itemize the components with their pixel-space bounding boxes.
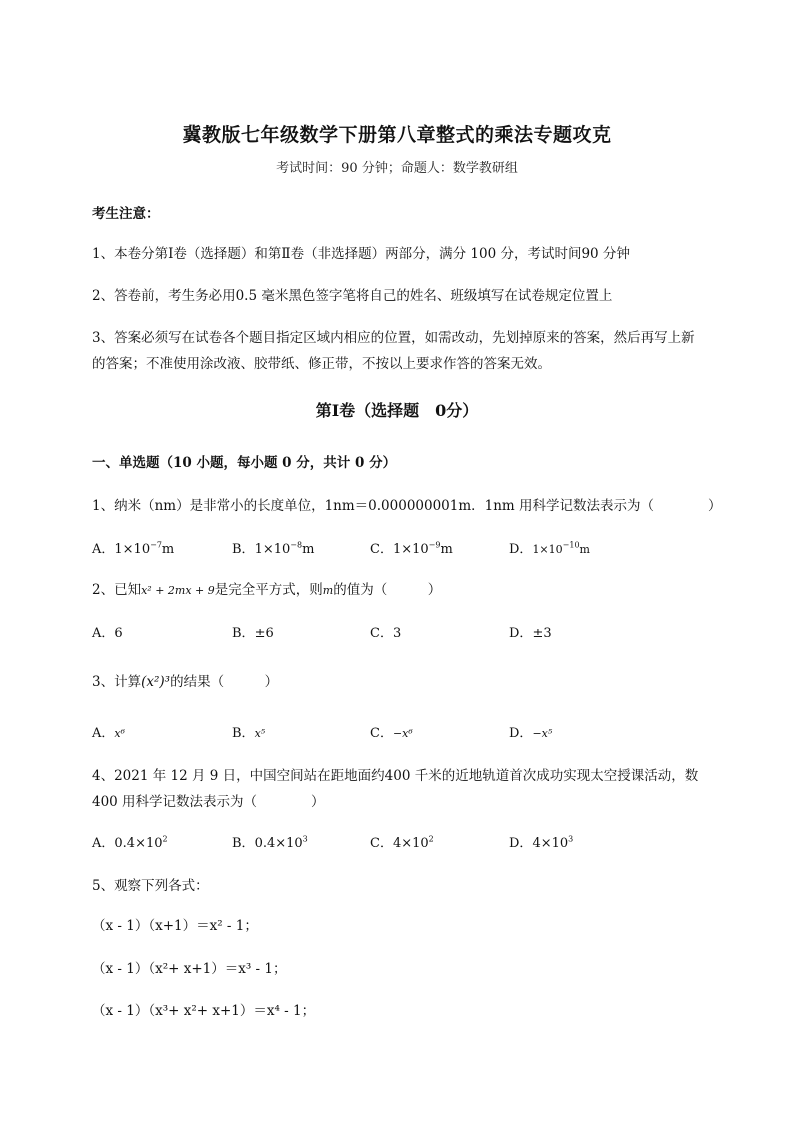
question-3-option-a — [92, 722, 125, 741]
option-exp: −7 — [150, 540, 162, 550]
option-label: D． — [509, 626, 533, 641]
exam-title: 冀教版七年级数学下册第八章整式的乘法专题攻克 — [182, 124, 612, 146]
stem-formula: (x²)³ — [141, 674, 171, 690]
option-label: C． — [370, 542, 393, 557]
option-label: D． — [509, 726, 533, 741]
question-3-option-d — [509, 722, 552, 741]
question-3-option-b — [232, 722, 265, 741]
stem-text: 是完全平方式，则 — [214, 582, 323, 598]
notice-item-3: 3、答案必须写在试卷各个题目指定区域内相应的位置，如需改动，先划掉原来的答案，然后再写上新 — [92, 330, 695, 346]
option-exp: −10 — [562, 540, 580, 550]
option-text: 3 — [392, 626, 402, 641]
option-base: 4×10 — [532, 836, 569, 851]
option-base: 4×10 — [392, 836, 429, 851]
option-label: C． — [370, 626, 393, 641]
option-label: B． — [232, 726, 255, 741]
question-1-option-c — [370, 538, 453, 557]
option-unit: m — [302, 542, 315, 557]
question-4-option-d — [509, 832, 573, 851]
notice-heading: 考生注意： — [92, 206, 160, 222]
option-label: A． — [92, 836, 115, 851]
option-unit: m — [440, 542, 453, 557]
option-unit: m — [579, 543, 590, 556]
question-5-formula-2: （x - 1）（x²+ x+1）＝x³ - 1； — [92, 961, 287, 977]
option-base: 0.4×10 — [114, 836, 163, 851]
question-3-option-c — [370, 722, 413, 741]
option-base: 1×10 — [114, 542, 151, 557]
question-2-option-c — [370, 622, 401, 641]
option-base: 1×10 — [532, 543, 563, 556]
option-base: 1×10 — [254, 542, 291, 557]
question-4-option-c — [370, 832, 434, 851]
stem-text: 3、计算 — [92, 674, 142, 690]
notice-item-2: 2、答卷前，考生务必用0.5 毫米黑色签字笔将自己的姓名、班级填写在试卷规定位置上 — [92, 288, 613, 304]
question-2-option-a — [92, 622, 123, 641]
option-text: x⁵ — [254, 727, 266, 740]
question-5-formula-1: （x - 1）（x+1）＝x² - 1； — [92, 918, 258, 934]
option-label: B． — [232, 626, 255, 641]
stem-formula: x² + 2mx + 9 — [141, 584, 215, 597]
option-label: A． — [92, 542, 115, 557]
option-exp: 3 — [302, 834, 308, 844]
question-1-stem: 1、纳米（nm）是非常小的长度单位，1nm＝0.000000001m．1nm 用科学记数法表示为（ ） — [92, 498, 722, 514]
part-heading: 一、单选题（10 小题，每小题 0 分，共计 0 分） — [92, 455, 397, 471]
question-3-stem — [92, 670, 278, 690]
option-text: −x⁶ — [392, 727, 413, 740]
stem-text: 的值为（ ） — [333, 582, 442, 598]
question-2-option-d — [509, 622, 552, 641]
option-label: D． — [509, 542, 533, 557]
option-label: B． — [232, 542, 255, 557]
option-exp: 2 — [162, 834, 168, 844]
question-4-stem-line-1: 4、2021 年 12 月 9 日，中国空间站在距地面约400 千米的近地轨道首次成功实现太空授课活动，数 — [92, 768, 699, 784]
stem-text: 的结果（ ） — [170, 674, 279, 690]
option-label: D． — [509, 836, 533, 851]
question-1-option-a — [92, 538, 174, 557]
option-exp: 2 — [428, 834, 434, 844]
option-label: C． — [370, 836, 393, 851]
question-4-option-a — [92, 832, 168, 851]
question-5-stem: 5、观察下列各式： — [92, 878, 209, 894]
option-text: ±6 — [254, 626, 274, 641]
option-text: 6 — [114, 626, 123, 641]
option-label: A． — [92, 626, 115, 641]
option-label: A． — [92, 726, 115, 741]
option-text: ±3 — [532, 626, 552, 641]
option-label: B． — [232, 836, 255, 851]
question-1-option-b — [232, 538, 314, 557]
option-exp: −9 — [428, 540, 441, 550]
question-2-stem — [92, 578, 441, 598]
question-1-option-d — [509, 538, 590, 557]
option-exp: −8 — [290, 540, 303, 550]
option-base: 0.4×10 — [254, 836, 303, 851]
option-text: −x⁵ — [532, 727, 553, 740]
option-label: C． — [370, 726, 393, 741]
option-unit: m — [161, 542, 175, 557]
question-4-option-b — [232, 832, 308, 851]
section-title: 第Ⅰ卷（选择题 0分） — [315, 401, 479, 420]
exam-subtitle: 考试时间：90 分钟；命题人：数学教研组 — [276, 161, 518, 176]
option-exp: 3 — [568, 834, 574, 844]
option-base: 1×10 — [392, 542, 429, 557]
question-4-stem-line-2: 400 用科学记数法表示为（ ） — [92, 794, 325, 810]
notice-item-1: 1、本卷分第Ⅰ卷（选择题）和第Ⅱ卷（非选择题）两部分，满分 100 分，考试时间90 分钟 — [92, 246, 630, 262]
stem-variable: m — [322, 584, 334, 597]
stem-text: 2、已知 — [92, 582, 142, 598]
notice-item-3-cont: 的答案；不准使用涂改液、胶带纸、修正带，不按以上要求作答的答案无效。 — [92, 356, 551, 372]
question-5-formula-3: （x - 1）（x³+ x²+ x+1）＝x⁴ - 1； — [92, 1003, 316, 1019]
question-2-option-b — [232, 622, 274, 641]
option-text: x⁶ — [114, 727, 126, 740]
